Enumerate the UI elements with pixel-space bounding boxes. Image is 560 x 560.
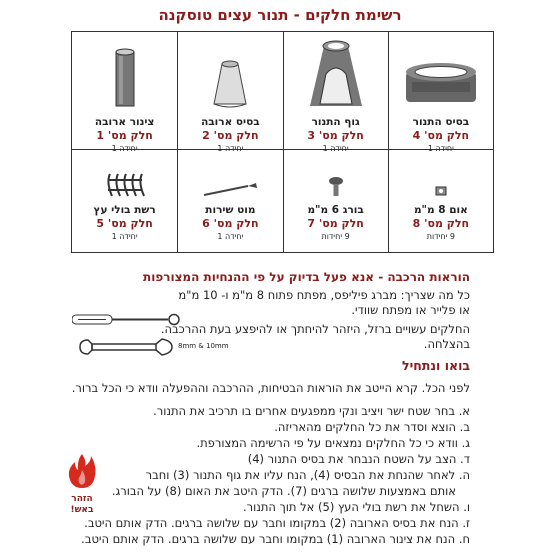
part-quantity: 9 יחידות (426, 232, 455, 241)
part-quantity: יחידה 1 (217, 144, 244, 153)
page-title: רשימת חלקים - תנור עצים טוסקנה (158, 6, 402, 24)
part-quantity: יחידה 1 (427, 144, 454, 153)
part-quantity: יחידה 1 (111, 144, 138, 153)
parts-grid (71, 31, 494, 253)
part-name: מוט שירות (205, 204, 256, 216)
step-item: ד. הצב על השטח הנבחר את בסיס התנור (4) (247, 452, 470, 466)
part-card-nut (388, 150, 493, 252)
part-number: חלק מס' 8 (412, 217, 470, 230)
oven-body-icon (306, 36, 366, 110)
part-name: בורג 6 מ"מ (307, 204, 364, 216)
chimney-pipe-icon (112, 48, 138, 110)
instructions-title: הוראות הרכבה - אנא פעל בדיוק על פי ההנחיות המצורפות (143, 270, 470, 284)
tools-line-2: או פלייר או מפתח שוודי. (351, 303, 470, 317)
step-item: ח. הנח את צינור הארובה (1) במקומו וחבר עם שלושה ברגים. הדק אותם היטב. (81, 532, 470, 546)
step-item: ו. השחל את רשת בולי העץ (5) אל תוך התנור. (242, 500, 470, 514)
fire-warning-badge (60, 452, 104, 516)
part-name: גוף התנור (311, 116, 360, 128)
flame-icon (67, 452, 97, 490)
section-title: בואו ונתחיל (402, 358, 470, 373)
step-item: ה. לאחר שהנחת את הבסיס (4), הנח עליו את גוף התנור (3) וחבר (145, 468, 470, 482)
warning-line-1: החלקים עשויים ברזל, היזהר להיחתך או להיפצע בעת ההרכבה. (160, 322, 470, 336)
step-item: אותם באמצעות שלושה ברגים (7). הדק היטב את האום (8) על הבורג. (111, 484, 456, 498)
part-number: חלק מס' 4 (412, 129, 470, 142)
warning-text-2: באש! (70, 505, 94, 515)
wrench-icon (78, 336, 174, 358)
wrench-size-label: 8mm & 10mm (178, 342, 229, 350)
step-item: א. בחר שטח ישר ויציב ונקי ממפגעים אחרים בו תרכיב את התנור. (153, 404, 470, 418)
intro-text: לפני הכל. קרא הייטב את הוראות הבטיחות, ההרכבה וההפעלה וודא כי הכל ברור. (71, 381, 470, 395)
part-number: חלק מס' 5 (96, 217, 153, 230)
part-number: חלק מס' 6 (202, 217, 259, 230)
step-item: ז. הנח את בסיס הארובה (2) במקומו וחבר עם שלושה ברגים. הדק אותם היטב. (84, 516, 470, 530)
tools-line-1: כל מה שצריך: מברג פיליפס, מפתח פתוח 8 מ"מ ו- 10 מ"מ (178, 288, 470, 302)
log-grate-icon (104, 172, 146, 198)
part-number: חלק מס' 1 (96, 129, 153, 142)
part-quantity: יחידה 1 (111, 232, 138, 241)
part-card-chimney-base (177, 32, 282, 153)
part-number: חלק מס' 7 (307, 217, 364, 230)
part-card-bolt (283, 150, 388, 252)
service-rod-icon (200, 180, 260, 198)
part-card-oven-base (388, 32, 493, 153)
part-quantity: יחידה 1 (322, 144, 349, 153)
nut-icon (434, 184, 448, 198)
part-name: בסיס התנור (412, 116, 470, 128)
warning-line-2: בהצלחה. (423, 337, 470, 351)
part-quantity: 9 יחידות (321, 232, 350, 241)
part-quantity: יחידה 1 (217, 232, 244, 241)
warning-text-1: הזהר (71, 494, 93, 504)
oven-base-icon (402, 58, 480, 110)
part-card-log-grate (72, 150, 177, 252)
part-card-service-rod (177, 150, 282, 252)
part-card-chimney-pipe (72, 32, 177, 153)
tools-illustration (72, 310, 242, 360)
part-name: צינור ארובה (94, 116, 155, 128)
bolt-icon (328, 176, 344, 198)
part-name: רשת בולי עץ (93, 204, 156, 216)
part-name: בסיס ארובה (201, 116, 260, 128)
screwdriver-icon (72, 310, 182, 328)
step-item: ב. הוצא וסדר את כל החלקים מהאריזה. (274, 420, 470, 434)
part-number: חלק מס' 3 (307, 129, 364, 142)
step-item: ג. וודא כי כל החלקים נמצאים על פי הרשימה המצורפת. (196, 436, 470, 450)
part-name: אום 8 מ"מ (413, 204, 468, 216)
part-number: חלק מס' 2 (202, 129, 259, 142)
part-card-oven-body (283, 32, 388, 153)
chimney-base-icon (210, 58, 250, 110)
